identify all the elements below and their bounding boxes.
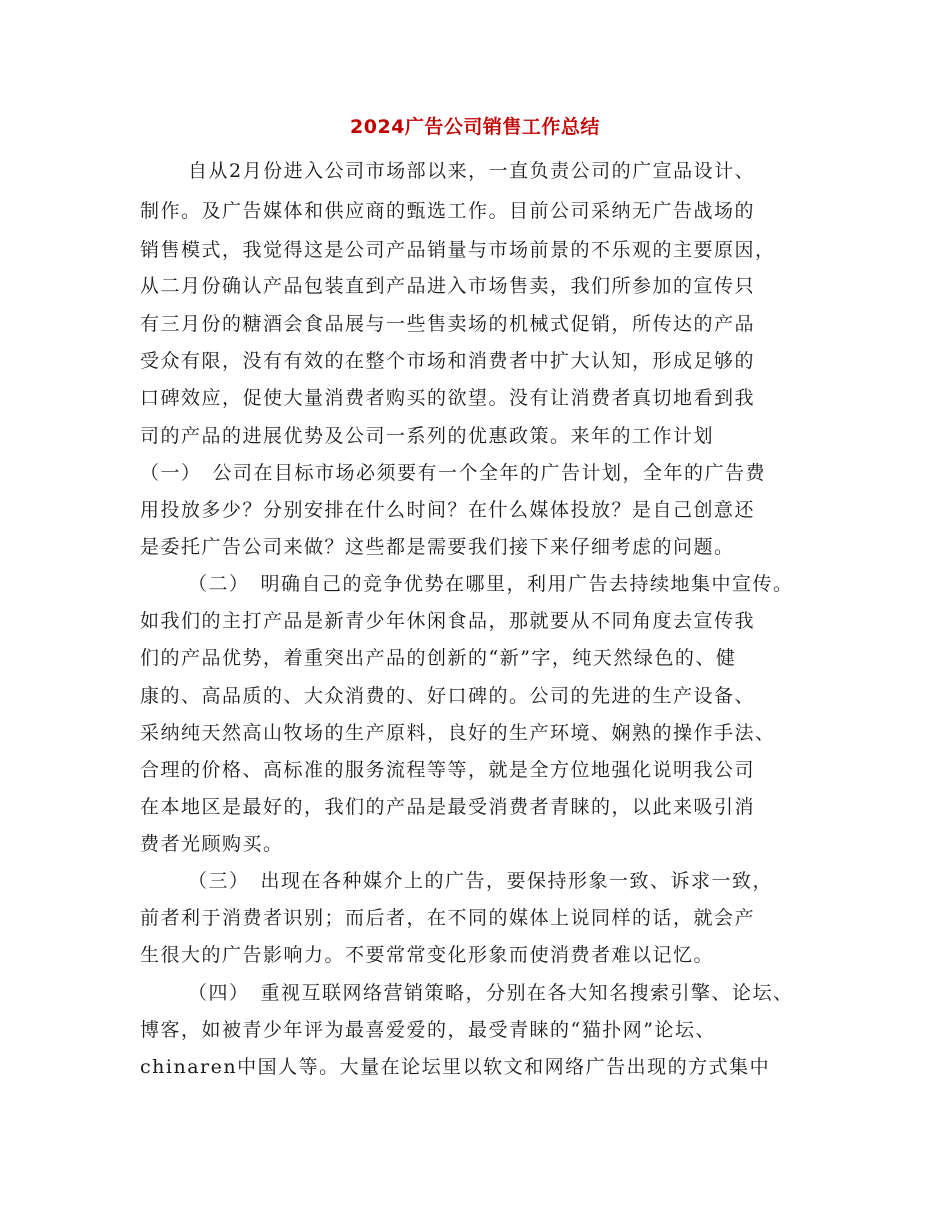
paragraph-line: 合理的价格、高标准的服务流程等等，就是全方位地强化说明我公司 xyxy=(140,759,756,781)
paragraph-line: 康的、高品质的、大众消费的、好口碑的。公司的先进的生产设备、 xyxy=(140,685,756,707)
document-title: 2024广告公司销售工作总结 xyxy=(350,116,600,138)
paragraph-line: （四） 重视互联网络营销策略，分别在各大知名搜索引擎、论坛、 xyxy=(188,982,794,1004)
paragraph-line: 博客，如被青少年评为最喜爱爱的，最受青睐的“猫扑网”论坛、 xyxy=(140,1019,716,1041)
paragraph-line: 们的产品优势，着重突出产品的创新的“新”字，纯天然绿色的、健 xyxy=(140,647,737,669)
paragraph-line: 生很大的广告影响力。不要常常变化形象而使消费者难以记忆。 xyxy=(140,944,715,966)
paragraph-line: 受众有限，没有有效的在整个市场和消费者中扩大认知，形成足够的 xyxy=(140,350,756,372)
paragraph-line: 费者光顾购买。 xyxy=(140,833,284,855)
paragraph-line: 用投放多少？分别安排在什么时间？在什么媒体投放？是自己创意还 xyxy=(140,499,756,521)
paragraph-line: 有三月份的糖酒会食品展与一些售卖场的机械式促销，所传达的产品 xyxy=(140,313,756,335)
paragraph-line: 自从2月份进入公司市场部以来，一直负责公司的广宣品设计、 xyxy=(188,160,756,182)
paragraph-line: 从二月份确认产品包装直到产品进入市场售卖，我们所参加的宣传只 xyxy=(140,275,756,297)
paragraph-line: （一） 公司在目标市场必须要有一个全年的广告计划，全年的广告费 xyxy=(140,462,767,484)
paragraph-line: 司的产品的进展优势及公司一系列的优惠政策。来年的工作计划 xyxy=(140,425,715,447)
paragraph-line: 口碑效应，促使大量消费者购买的欲望。没有让消费者真切地看到我 xyxy=(140,387,756,409)
paragraph-line: 前者利于消费者识别；而后者，在不同的媒体上说同样的话，就会产 xyxy=(140,907,756,929)
paragraph-line: 是委托广告公司来做？这些都是需要我们接下来仔细考虑的问题。 xyxy=(140,536,735,558)
paragraph-line: 采纳纯天然高山牧场的生产原料，良好的生产环境、娴熟的操作手法、 xyxy=(140,722,776,744)
paragraph-line: 制作。及广告媒体和供应商的甄选工作。目前公司采纳无广告战场的 xyxy=(140,200,756,222)
paragraph-line: 销售模式，我觉得这是公司产品销量与市场前景的不乐观的主要原因， xyxy=(140,239,776,261)
paragraph-line: （三） 出现在各种媒介上的广告，要保持形象一致、诉求一致， xyxy=(188,870,774,892)
paragraph-line: 如我们的主打产品是新青少年休闲食品，那就要从不同角度去宣传我 xyxy=(140,610,756,632)
paragraph-line: （二） 明确自己的竞争优势在哪里，利用广告去持续地集中宣传。 xyxy=(188,573,794,595)
paragraph-line: chinaren中国人等。大量在论坛里以软文和网络广告出现的方式集中 xyxy=(140,1056,771,1078)
paragraph-line: 在本地区是最好的，我们的产品是最受消费者青睐的，以此来吸引消 xyxy=(140,796,756,818)
